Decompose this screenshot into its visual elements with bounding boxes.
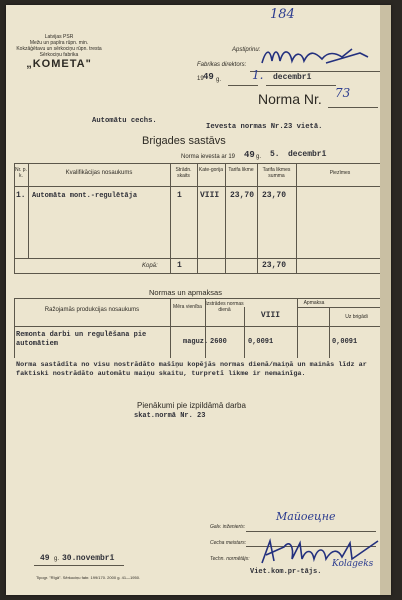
conditions-heading: Pienākumi pie izpildāmā darba [137,401,246,410]
norm-setter-signature-2: Kolageks [332,559,374,569]
col-header-payment: Apmaksa [303,300,325,306]
col-header-product: Ražojamās produkcijas nosaukums [44,307,140,313]
bottom-date-month: novembrī [76,554,115,563]
norm-row-rate: 0,0091 [248,338,274,346]
row-1-category: VIII [200,191,220,200]
row-1-workers: 1 [177,191,182,200]
total-workers: 1 [177,261,182,270]
col-header-unit: Mēra vienība [173,304,202,310]
org-line-1: Latvijas PSR [44,34,74,40]
org-line-3: Kokzāģētavu un sērkociņu rūpn. tresta [16,46,102,52]
total-tariff-sum: 23,70 [262,261,287,270]
director-label: Fabrikas direktors: [197,62,247,68]
row-1-qualification: Automāta mont.-regulētāja [32,192,138,200]
date-year-prefix: 19 [197,76,204,82]
col-header-tariff-sum: Tarifa likmes summa [262,167,291,179]
intro-year: 49 [244,150,255,160]
date-day: 1. [252,68,264,82]
bottom-date-year: 49 [40,554,50,563]
typed-title: Automātu cechs. [92,117,157,125]
chief-engineer-signature: Майоецне [276,510,336,523]
row-1-tariff-rate: 23,70 [230,191,255,200]
col-header-qualification: Kvalifikācijas nosaukums [65,170,133,176]
intro-day: 5. [270,150,280,159]
norm-number: 73 [335,86,351,100]
row-1-tariff-sum: 23,70 [262,191,287,200]
col-header-workers: Strādn. skaits [175,167,192,179]
col-header-per-brigade: Uz brigādi [345,314,368,320]
document-page [6,5,391,595]
binding-edge [380,5,391,595]
norm-row-product: Remonta darbi un regulēšana pie automātiem [16,331,147,348]
norms-note: Norma sastādīta no visu nostrādāto mašīņu kopējās normas dienā/maiņā un mainās līdz ar faktiski nostrādāto automātu maiņu skaitu, turpretī likme ir nemainīga. [16,361,367,378]
page-number-handwritten: 184 [270,7,295,22]
norm-row-daily-norm: 2600 [210,338,227,346]
approval-label: Apstiprinu: [232,47,261,53]
org-line-4: Sērkociņu fabrika [39,52,79,58]
col-header-daily-norm: Izstrādes normas dienā [205,301,244,313]
col-header-category-viii: VIII [260,311,281,320]
date-year: 49 [203,72,214,82]
intro-month: decembrī [288,150,327,159]
printer-imprint: Tipogr. "Rīgā". Sērkociņu fabr. 199/170. 2000 g. 41—1950. [36,575,141,580]
director-signature [256,41,376,71]
factory-name: „KOMETA" [26,58,92,70]
norm-setter-label: Techn. normētājs: [210,556,250,562]
col-header-no: Nr. p. k. [15,167,27,179]
norm-setter-typed: Viet.kom.pr-tājs. [250,568,322,576]
norms-heading: Normas un apmaksas [149,288,222,297]
col-header-tariff-rate: Tarifa likme [228,167,254,173]
typed-replacement-note: Ievesta normas Nr.23 vietā. [206,123,323,131]
date-year-suffix: g. [216,77,222,83]
norm-number-label: Norma Nr. [258,91,322,107]
col-header-category: Kate-gorija [198,167,224,173]
norm-row-unit: maguz. [183,338,209,346]
row-1-no: 1. [16,191,26,200]
org-line-2: Mežu un papīra rūpn. min. [29,40,89,46]
bottom-date-year-suffix: g. [54,556,60,562]
chief-engineer-label: Galv. inženieris: [210,524,246,530]
bottom-date-day: 30. [62,554,77,563]
brigade-heading: Brigades sastāvs [142,135,226,147]
total-label: Kopā: [142,263,158,269]
col-header-notes: Piezīmes [329,170,351,176]
norm-row-per-brigade: 0,0091 [332,338,358,346]
intro-label: Norma ievesta ar 19 [181,154,236,160]
date-month: decembrī [273,73,312,82]
conditions-text: skat.normā Nr. 23 [134,412,206,420]
intro-year-suffix: g. [256,154,262,160]
shop-master-label: Cecha meistars: [210,540,247,546]
